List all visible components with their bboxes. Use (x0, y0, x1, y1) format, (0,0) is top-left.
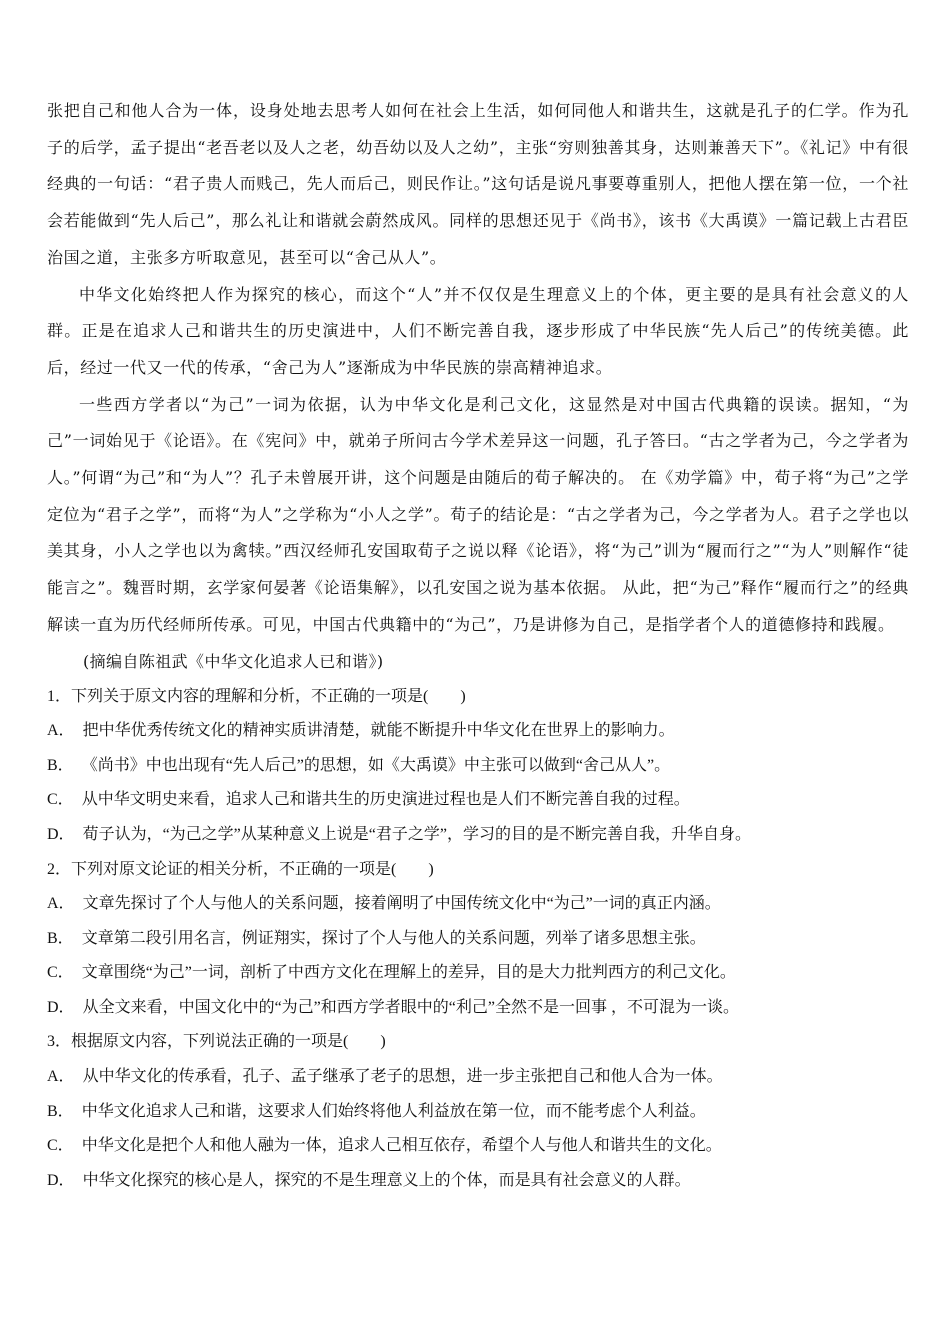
option-label: D． (47, 1171, 75, 1189)
question-3-option-a (47, 1060, 909, 1095)
option-label: B． (47, 1102, 74, 1120)
option-text: 中华文化追求人己和谐，这要求人们始终将他人利益放在第一位，而不能考虑个人利益。 (81, 1102, 706, 1120)
option-label: C． (47, 791, 74, 809)
option-label: D． (47, 825, 75, 843)
option-text: 《尚书》中也出现有“先人后己”的思想，如《大禹谟》中主张可以做到“舍己从人”。 (81, 756, 671, 774)
option-label: B． (47, 756, 74, 774)
option-label: A． (47, 895, 75, 913)
option-text: 中华文化是把个人和他人融为一体，追求人己相互依存，希望个人与他人和谐共生的文化。 (81, 1137, 722, 1155)
option-label: C． (47, 1137, 74, 1155)
question-1-option-a (47, 714, 909, 749)
option-label: B． (47, 929, 74, 947)
question-2-stem: 2．下列对原文论证的相关分析，不正确的一项是( ) (47, 860, 434, 878)
question-3-stem: 3．根据原文内容，下列说法正确的一项是( ) (47, 1033, 386, 1051)
question-3-option-c (47, 1129, 909, 1164)
option-label: A． (47, 1068, 75, 1086)
option-text: 从中华文化的传承看，孔子、孟子继承了老子的思想，进一步主张把自己和他人合为一体。 (82, 1068, 723, 1086)
option-text: 文章先探讨了个人与他人的关系问题，接着阐明了中国传统文化中“为己”一词的真正内涵。 (82, 895, 721, 913)
option-label: A． (47, 722, 75, 740)
article-paragraph-1: 张把自己和他人合为一体，设身处地去思考人如何在社会上生活，如何同他人和谐共生，这就是孔子的仁学。作为孔子的后学，孟子提出“老吾老以及人之老，幼吾幼以及人之幼”，主张“穷则独善其身，达则兼善天下”。《礼记》中有很经典的一句话：“君子贵人而贱己，先人而后己，则民作让。”这句话是说凡事要尊重别人，把他人摆在第一位，一个社会若能做到“先人后己”，那么礼让和谐就会蔚然成风。同样的思想还见于《尚书》，该书《大禹谟》一篇记载上古君臣治国之道，主张多方听取意见，甚至可以“舍己从人”。 (47, 101, 909, 267)
question-1-stem: 1．下列关于原文内容的理解和分析，不正确的一项是( ) (47, 687, 466, 705)
option-text: 文章围绕“为己”一词，剖析了中西方文化在理解上的差异，目的是大力批判西方的利己文化。 (81, 964, 736, 982)
article-paragraph-2: 中华文化始终把人作为探究的核心，而这个“人”并不仅仅是生理意义上的个体，更主要的是具有社会意义的人群。正是在追求人己和谐共生的历史演进中，人们不断完善自我，逐步形成了中华民族“先人后己”的传统美德。此后，经过一代又一代的传承，“舍己为人”逐渐成为中华民族的崇高精神追求。 (47, 284, 909, 377)
question-1-option-b (47, 749, 909, 784)
question-1-option-c (47, 783, 909, 818)
option-label: C． (47, 964, 74, 982)
question-3-option-d (47, 1164, 909, 1199)
option-text: 从全文来看，中国文化中的“为己”和西方学者眼中的“利己”全然不是一回事 ，不可混为一谈。 (82, 998, 739, 1016)
option-text: 荀子认为，“为己之学”从某种意义上说是“君子之学”，学习的目的是不断完善自我，升华自身。 (82, 825, 751, 843)
article-source: (摘编自陈祖武《中华文化追求人已和谐》) (83, 651, 384, 671)
question-3-option-b (47, 1095, 909, 1130)
question-2-option-b (47, 922, 909, 957)
document-page (47, 93, 909, 1198)
option-text: 文章第二段引用名言，例证翔实，探讨了个人与他人的关系问题，列举了诸多思想主张。 (81, 929, 706, 947)
article-body (47, 93, 909, 680)
question-2-option-d (47, 991, 909, 1026)
question-2-option-c (47, 956, 909, 991)
question-1-option-d (47, 818, 909, 853)
option-text: 中华文化探究的核心是人，探究的不是生理意义上的个体，而是具有社会意义的人群。 (82, 1171, 691, 1189)
option-text: 把中华优秀传统文化的精神实质讲清楚，就能不断提升中华文化在世界上的影响力。 (82, 722, 675, 740)
question-2-option-a (47, 887, 909, 922)
article-paragraph-3: 一些西方学者以“为己”一词为依据，认为中华文化是利己文化，这显然是对中国古代典籍的误读。据知，“为己”一词始见于《论语》。在《宪问》中，就弟子所问古今学术差异这一问题，孔子答曰。“古之学者为己，今之学者为人。”何谓“为己”和“为人”？孔子未曾展开讲，这个问题是由随后的荀子解决的。 在《劝学篇》中，荀子将“为己”之学定位为“君子之学”，而将“为人”之学称为“小人之学”。荀子的结论是：“古之学者为己，今之学者为人。君子之学也以美其身，小人之学也以为禽犊。”西汉经师孔安国取荀子之说以释《论语》，将“为己”训为“履而行之”“为人”则解作“徒能言之”。魏晋时期，玄学家何晏著《论语集解》，以孔安国之说为基本依据。 从此，把“为己”释作“履而行之”的经典解读一直为历代经师所传承。可见，中国古代典籍中的“为己”，乃是讲修为自己，是指学者个人的道德修持和践履。 (47, 394, 909, 634)
option-label: D． (47, 998, 75, 1016)
option-text: 从中华文明史来看，追求人己和谐共生的历史演进过程也是人们不断完善自我的过程。 (81, 791, 690, 809)
question-list (47, 680, 909, 1199)
